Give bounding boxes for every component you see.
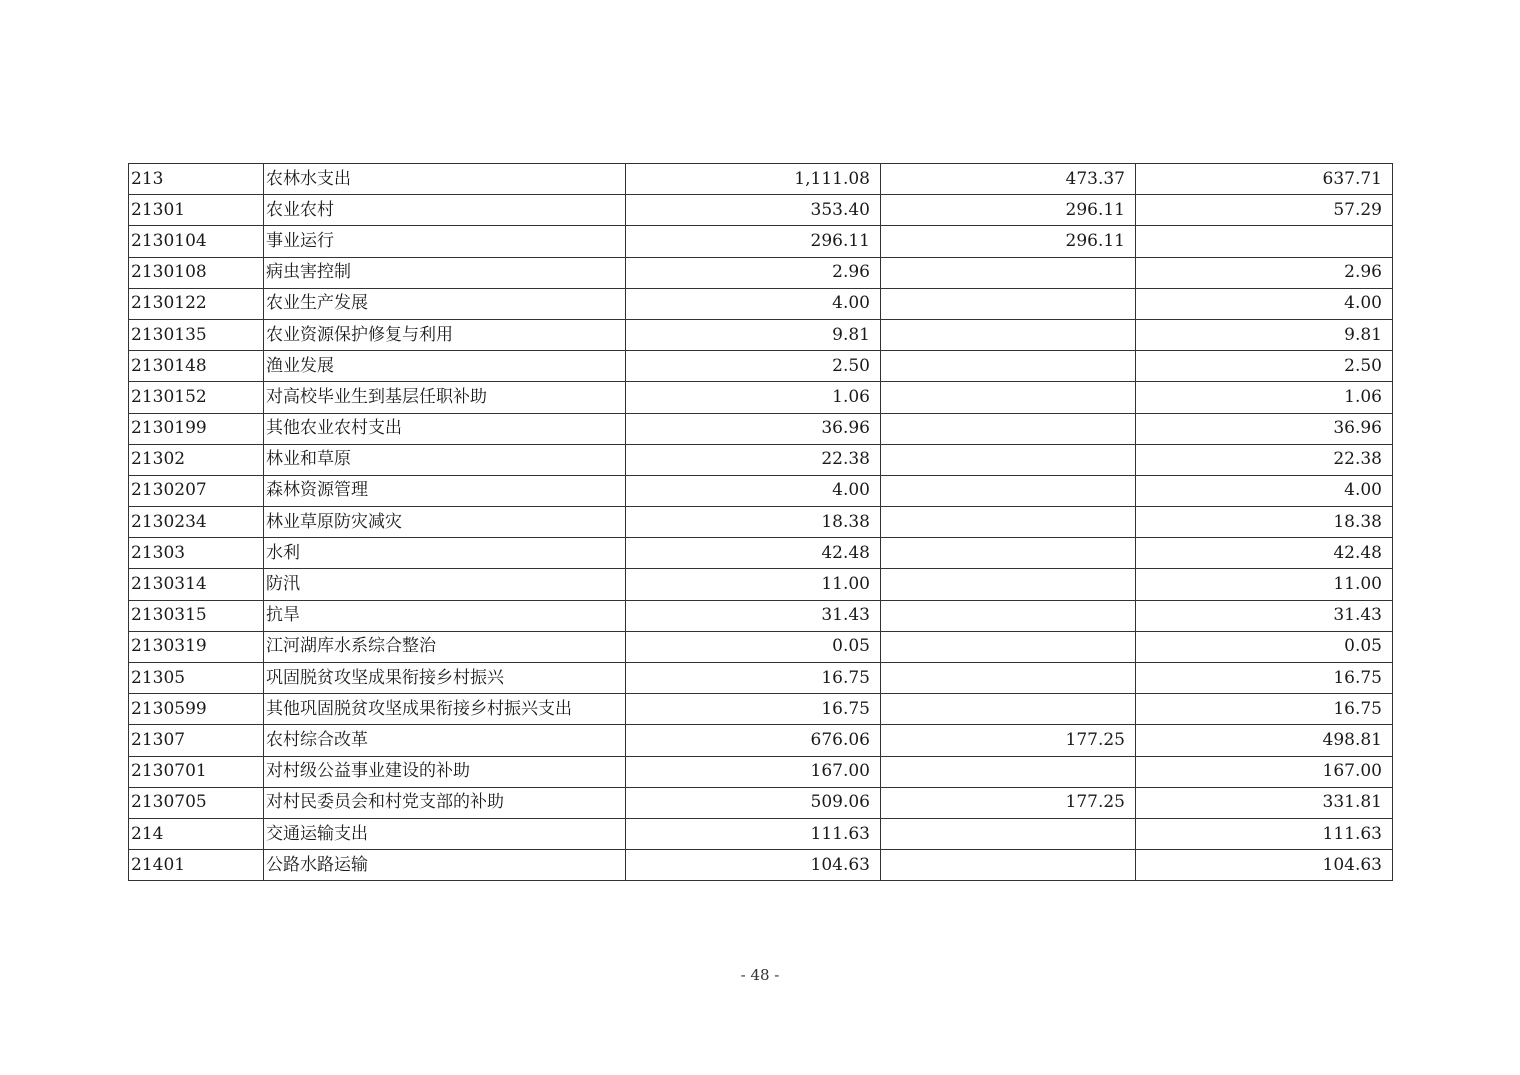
table-row <box>129 319 1393 350</box>
cell-project: 167.00 <box>1136 756 1393 787</box>
cell-basic <box>881 600 1136 631</box>
cell-code: 21305 <box>129 663 264 694</box>
cell-total: 167.00 <box>626 756 881 787</box>
cell-code: 2130319 <box>129 631 264 662</box>
cell-name: 对高校毕业生到基层任职补助 <box>264 382 626 413</box>
cell-total: 4.00 <box>626 288 881 319</box>
table-row <box>129 288 1393 319</box>
cell-basic: 296.11 <box>881 195 1136 226</box>
cell-code: 214 <box>129 818 264 849</box>
cell-name: 对村民委员会和村党支部的补助 <box>264 787 626 818</box>
table-row <box>129 694 1393 725</box>
table-row <box>129 444 1393 475</box>
cell-basic <box>881 850 1136 881</box>
table-row <box>129 538 1393 569</box>
cell-project: 31.43 <box>1136 600 1393 631</box>
cell-basic <box>881 663 1136 694</box>
cell-basic <box>881 569 1136 600</box>
cell-name: 农林水支出 <box>264 164 626 195</box>
table-row <box>129 569 1393 600</box>
cell-project: 2.96 <box>1136 257 1393 288</box>
cell-code: 213 <box>129 164 264 195</box>
cell-project: 16.75 <box>1136 663 1393 694</box>
table-row <box>129 600 1393 631</box>
cell-basic <box>881 288 1136 319</box>
cell-name: 林业和草原 <box>264 444 626 475</box>
table-row <box>129 663 1393 694</box>
table-row <box>129 382 1393 413</box>
cell-project: 331.81 <box>1136 787 1393 818</box>
cell-total: 1.06 <box>626 382 881 413</box>
cell-total: 31.43 <box>626 600 881 631</box>
cell-project: 42.48 <box>1136 538 1393 569</box>
cell-code: 2130199 <box>129 413 264 444</box>
cell-code: 2130207 <box>129 475 264 506</box>
cell-name: 公路水路运输 <box>264 850 626 881</box>
cell-project: 111.63 <box>1136 818 1393 849</box>
cell-name: 农业资源保护修复与利用 <box>264 319 626 350</box>
cell-name: 交通运输支出 <box>264 818 626 849</box>
cell-code: 2130122 <box>129 288 264 319</box>
cell-basic <box>881 382 1136 413</box>
table-row <box>129 631 1393 662</box>
table-row <box>129 725 1393 756</box>
cell-code: 2130152 <box>129 382 264 413</box>
table-row <box>129 164 1393 195</box>
cell-project <box>1136 226 1393 257</box>
cell-name: 水利 <box>264 538 626 569</box>
cell-basic <box>881 475 1136 506</box>
table-row <box>129 195 1393 226</box>
cell-total: 676.06 <box>626 725 881 756</box>
cell-total: 296.11 <box>626 226 881 257</box>
cell-name: 林业草原防灾减灾 <box>264 507 626 538</box>
cell-basic <box>881 444 1136 475</box>
cell-code: 21401 <box>129 850 264 881</box>
cell-total: 111.63 <box>626 818 881 849</box>
cell-total: 36.96 <box>626 413 881 444</box>
cell-basic <box>881 538 1136 569</box>
cell-name: 农业农村 <box>264 195 626 226</box>
cell-total: 509.06 <box>626 787 881 818</box>
cell-name: 巩固脱贫攻坚成果衔接乡村振兴 <box>264 663 626 694</box>
page-number: - 48 - <box>740 966 780 984</box>
cell-total: 22.38 <box>626 444 881 475</box>
cell-name: 农村综合改革 <box>264 725 626 756</box>
cell-code: 2130108 <box>129 257 264 288</box>
cell-code: 2130315 <box>129 600 264 631</box>
cell-project: 18.38 <box>1136 507 1393 538</box>
table-row <box>129 226 1393 257</box>
cell-name: 森林资源管理 <box>264 475 626 506</box>
table-row <box>129 787 1393 818</box>
cell-basic <box>881 694 1136 725</box>
table-row <box>129 351 1393 382</box>
cell-code: 2130701 <box>129 756 264 787</box>
table-row <box>129 756 1393 787</box>
cell-project: 637.71 <box>1136 164 1393 195</box>
cell-total: 18.38 <box>626 507 881 538</box>
cell-basic <box>881 756 1136 787</box>
cell-name: 渔业发展 <box>264 351 626 382</box>
table-row <box>129 818 1393 849</box>
cell-project: 36.96 <box>1136 413 1393 444</box>
cell-name: 其他农业农村支出 <box>264 413 626 444</box>
cell-name: 防汛 <box>264 569 626 600</box>
cell-total: 0.05 <box>626 631 881 662</box>
cell-basic <box>881 507 1136 538</box>
cell-basic <box>881 818 1136 849</box>
cell-project: 1.06 <box>1136 382 1393 413</box>
cell-code: 2130705 <box>129 787 264 818</box>
cell-total: 11.00 <box>626 569 881 600</box>
cell-name: 事业运行 <box>264 226 626 257</box>
cell-project: 11.00 <box>1136 569 1393 600</box>
cell-name: 抗旱 <box>264 600 626 631</box>
cell-project: 2.50 <box>1136 351 1393 382</box>
cell-basic <box>881 413 1136 444</box>
cell-name: 江河湖库水系综合整治 <box>264 631 626 662</box>
cell-total: 2.96 <box>626 257 881 288</box>
cell-name: 病虫害控制 <box>264 257 626 288</box>
cell-basic <box>881 631 1136 662</box>
cell-project: 498.81 <box>1136 725 1393 756</box>
cell-code: 21301 <box>129 195 264 226</box>
cell-total: 1,111.08 <box>626 164 881 195</box>
cell-code: 2130148 <box>129 351 264 382</box>
cell-basic: 177.25 <box>881 787 1136 818</box>
cell-project: 22.38 <box>1136 444 1393 475</box>
table-row <box>129 257 1393 288</box>
cell-project: 0.05 <box>1136 631 1393 662</box>
cell-project: 4.00 <box>1136 288 1393 319</box>
cell-basic <box>881 319 1136 350</box>
table-body <box>129 164 1393 881</box>
table-row <box>129 413 1393 444</box>
cell-code: 2130599 <box>129 694 264 725</box>
cell-name: 农业生产发展 <box>264 288 626 319</box>
table-row <box>129 507 1393 538</box>
cell-name: 对村级公益事业建设的补助 <box>264 756 626 787</box>
cell-name: 其他巩固脱贫攻坚成果衔接乡村振兴支出 <box>264 694 626 725</box>
cell-code: 21307 <box>129 725 264 756</box>
cell-project: 57.29 <box>1136 195 1393 226</box>
cell-basic: 473.37 <box>881 164 1136 195</box>
cell-total: 104.63 <box>626 850 881 881</box>
cell-basic <box>881 257 1136 288</box>
cell-code: 21303 <box>129 538 264 569</box>
cell-basic: 296.11 <box>881 226 1136 257</box>
cell-basic: 177.25 <box>881 725 1136 756</box>
cell-code: 2130314 <box>129 569 264 600</box>
cell-code: 2130135 <box>129 319 264 350</box>
cell-project: 9.81 <box>1136 319 1393 350</box>
table-row <box>129 475 1393 506</box>
cell-code: 21302 <box>129 444 264 475</box>
cell-basic <box>881 351 1136 382</box>
cell-total: 16.75 <box>626 694 881 725</box>
cell-code: 2130234 <box>129 507 264 538</box>
cell-total: 2.50 <box>626 351 881 382</box>
cell-project: 4.00 <box>1136 475 1393 506</box>
cell-total: 9.81 <box>626 319 881 350</box>
cell-total: 16.75 <box>626 663 881 694</box>
table-row <box>129 850 1393 881</box>
cell-total: 4.00 <box>626 475 881 506</box>
cell-project: 16.75 <box>1136 694 1393 725</box>
cell-total: 42.48 <box>626 538 881 569</box>
cell-project: 104.63 <box>1136 850 1393 881</box>
cell-total: 353.40 <box>626 195 881 226</box>
cell-code: 2130104 <box>129 226 264 257</box>
budget-table <box>128 163 1393 881</box>
